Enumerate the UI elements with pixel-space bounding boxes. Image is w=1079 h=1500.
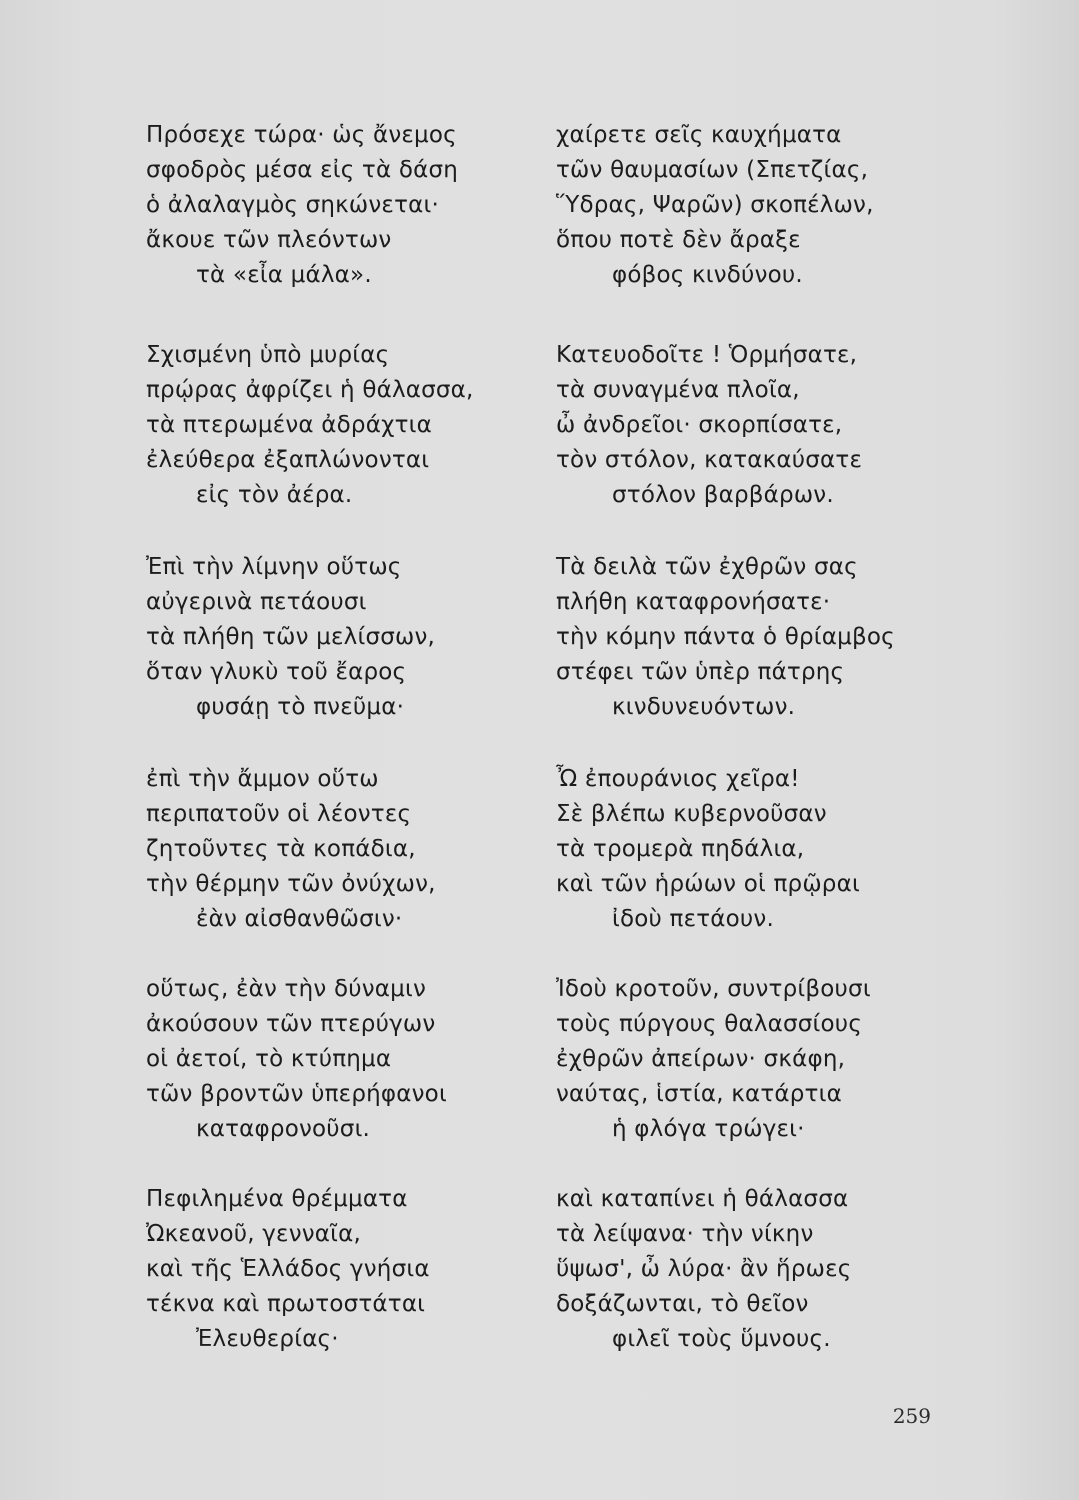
verse-line: πλήθη καταφρονήσατε· [556,589,831,615]
left-stanza [146,550,566,725]
verse-line: ζητοῦντες τὰ κοπάδια, [146,836,416,862]
verse-line: τῶν βροντῶν ὑπερήφανοι [146,1081,447,1107]
verse-line: σφοδρὸς μέσα εἰς τὰ δάση [146,157,459,183]
verse-line: στέφει τῶν ὑπὲρ πάτρης [556,659,845,685]
verse-line: τὰ συναγμένα πλοῖα, [556,377,800,403]
right-stanza [556,972,976,1147]
verse-line: οὕτως, ἐὰν τὴν δύναμιν [146,976,426,1002]
left-stanza [146,338,566,513]
left-stanza [146,118,566,293]
verse-line: Σχισμένη ὑπὸ μυρίας [146,342,390,368]
verse-line: ὅπου ποτὲ δὲν ἄραξε [556,227,801,253]
verse-line: Σὲ βλέπω κυβερνοῦσαν [556,801,827,827]
verse-line: ἐὰν αἰσθανθῶσιν· [196,906,403,932]
verse-line: περιπατοῦν οἱ λέοντες [146,801,412,827]
verse-line: ὦ ἀνδρεῖοι· σκορπίσατε, [556,412,843,438]
verse-line: Πεφιλημένα θρέμματα [146,1186,408,1212]
right-stanza [556,1182,976,1357]
verse-line: καὶ τῆς Ἑλλάδος γνήσια [146,1256,430,1282]
verse-line: τὰ πτερωμένα ἀδράχτια [146,412,432,438]
verse-line: Ἐλευθερίας· [196,1326,339,1352]
verse-line: τέκνα καὶ πρωτοστάται [146,1291,426,1317]
page-number: 259 [892,1404,931,1428]
verse-line: Ἐπὶ τὴν λίμνην οὕτως [146,554,402,580]
verse-line: τὴν κόμην πάντα ὁ θρίαμβος [556,624,895,650]
right-stanza [556,762,976,937]
verse-line: Ὦ ἐπουράνιος χεῖρα! [556,766,800,792]
verse-line: ναύτας, ἱστία, κατάρτια [556,1081,842,1107]
verse-line: ἐπὶ τὴν ἄμμον οὕτω [146,766,379,792]
verse-line: φυσάῃ τὸ πνεῦμα· [196,694,405,720]
right-stanza [556,338,976,513]
verse-line: φιλεῖ τοὺς ὕμνους. [612,1326,831,1352]
right-stanza [556,550,976,725]
verse-line: Ὕδρας, Ψαρῶν) σκοπέλων, [556,192,874,218]
verse-line: ἀκούσουν τῶν πτερύγων [146,1011,436,1037]
verse-line: Τὰ δειλὰ τῶν ἐχθρῶν σας [556,554,858,580]
verse-line: Ἰδοὺ κροτοῦν, συντρίβουσι [556,976,871,1002]
right-stanza [556,118,976,293]
verse-line: ὁ ἀλαλαγμὸς σηκώνεται· [146,192,439,218]
verse-line: Ὠκεανοῦ, γενναῖα, [146,1221,362,1247]
verse-line: ἡ φλόγα τρώγει· [612,1116,805,1142]
verse-line: τὰ τρομερὰ πηδάλια, [556,836,805,862]
verse-line: Πρόσεχε τώρα· ὡς ἄνεμος [146,122,457,148]
verse-line: χαίρετε σεῖς καυχήματα [556,122,842,148]
verse-line: τὴν θέρμην τῶν ὀνύχων, [146,871,436,897]
verse-line: Κατευοδοῖτε ! Ὁρμήσατε, [556,342,858,368]
verse-line: τοὺς πύργους θαλασσίους [556,1011,863,1037]
verse-line: ἐχθρῶν ἀπείρων· σκάφη, [556,1046,846,1072]
verse-line: πρῴρας ἀφρίζει ἡ θάλασσα, [146,377,474,403]
verse-line: εἰς τὸν ἀέρα. [196,482,353,508]
verse-line: ἐλεύθερα ἐξαπλώνονται [146,447,430,473]
verse-line: κινδυνευόντων. [612,694,796,720]
verse-line: τὰ πλήθη τῶν μελίσσων, [146,624,436,650]
verse-line: τῶν θαυμασίων (Σπετζίας, [556,157,869,183]
verse-line: ὕψωσ', ὦ λύρα· ἂν ἥρωες [556,1256,852,1282]
verse-line: καὶ τῶν ἡρώων οἱ πρῷραι [556,871,860,897]
verse-line: καὶ καταπίνει ἡ θάλασσα [556,1186,849,1212]
verse-line: δοξάζωνται, τὸ θεῖον [556,1291,809,1317]
verse-line: καταφρονοῦσι. [196,1116,371,1142]
left-stanza [146,972,566,1147]
verse-line: τὰ «εἶα μάλα». [196,262,372,288]
left-stanza [146,1182,566,1357]
verse-line: οἱ ἀετοί, τὸ κτύπημα [146,1046,392,1072]
verse-line: τὰ λείψανα· τὴν νίκην [556,1221,814,1247]
verse-line: στόλον βαρβάρων. [612,482,834,508]
verse-line: ἄκουε τῶν πλεόντων [146,227,392,253]
verse-line: τὸν στόλον, κατακαύσατε [556,447,863,473]
verse-line: φόβος κινδύνου. [612,262,803,288]
left-stanza [146,762,566,937]
verse-line: αὐγερινὰ πετάουσι [146,589,367,615]
verse-line: ὅταν γλυκὺ τοῦ ἔαρος [146,659,407,685]
verse-line: ἰδοὺ πετάουν. [612,906,774,932]
